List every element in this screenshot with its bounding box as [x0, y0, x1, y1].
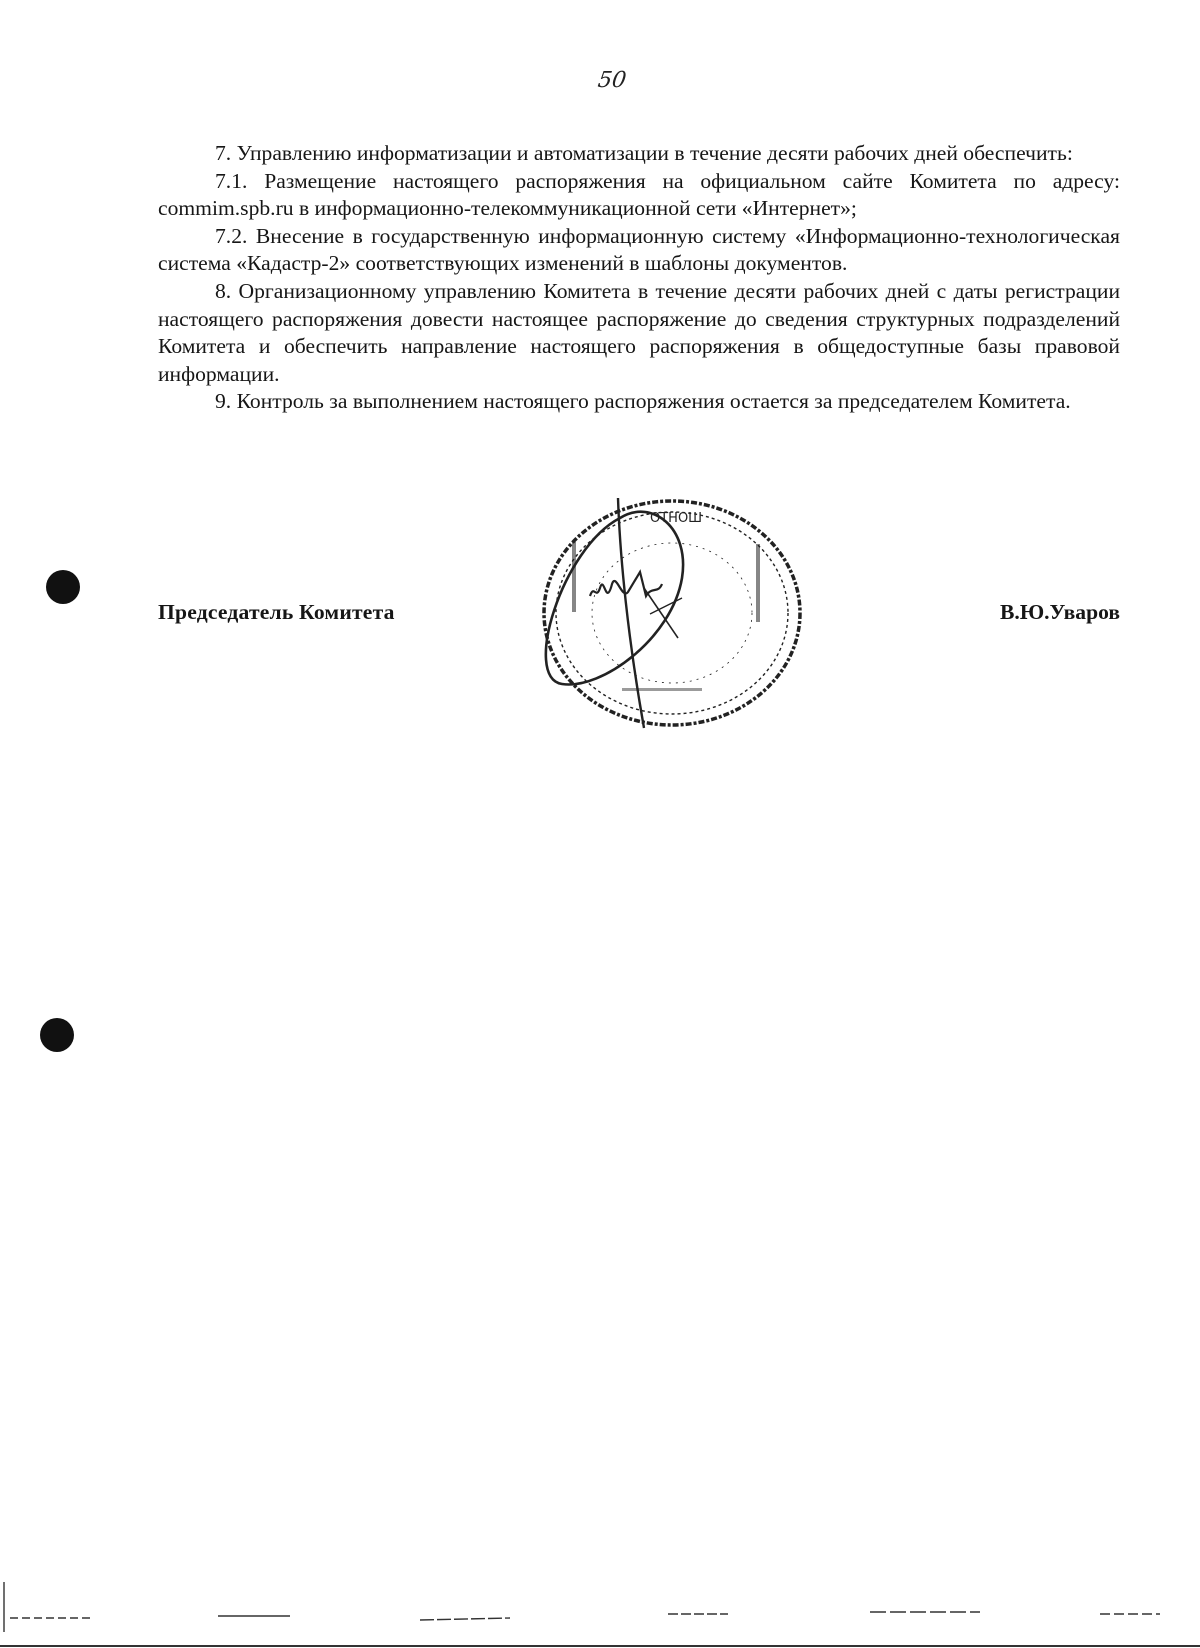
stamp-text: ОТНОШ	[650, 511, 703, 526]
document-body	[158, 140, 1120, 416]
official-stamp-with-signature	[532, 488, 812, 738]
signature-name: В.Ю.Уваров	[1000, 600, 1120, 624]
paragraph-7: 7. Управлению информатизации и автоматизации в течение десяти рабочих дней обеспечить:	[215, 141, 1073, 165]
signature-title: Председатель Комитета	[158, 600, 395, 624]
punch-hole-bottom	[40, 1018, 74, 1052]
paragraph-8: 8. Организационному управлению Комитета в течение десяти рабочих дней с даты регистрации настоящего распоряжения довести настоящее распоряжение до сведения структурных подразделений Комитета и обеспечить направление настоящего распоряжения в общедоступные базы правовой информации.	[158, 278, 1120, 386]
paragraph-7-2: 7.2. Внесение в государственную информационную систему «Информационно-технологическая система «Кадастр-2» соответствующих изменений в шаблоны документов.	[158, 223, 1120, 276]
punch-hole-top	[46, 570, 80, 604]
paragraph-7-1: 7.1. Размещение настоящего распоряжения на официальном сайте Комитета по адресу: commim.spb.ru в информационно-телекоммуникационной сети «Интернет»;	[158, 168, 1120, 221]
scan-edge-marks	[0, 1572, 1200, 1648]
page-number: 50	[596, 68, 628, 93]
paragraph-9: 9. Контроль за выполнением настоящего распоряжения остается за председателем Комитета.	[215, 389, 1071, 414]
